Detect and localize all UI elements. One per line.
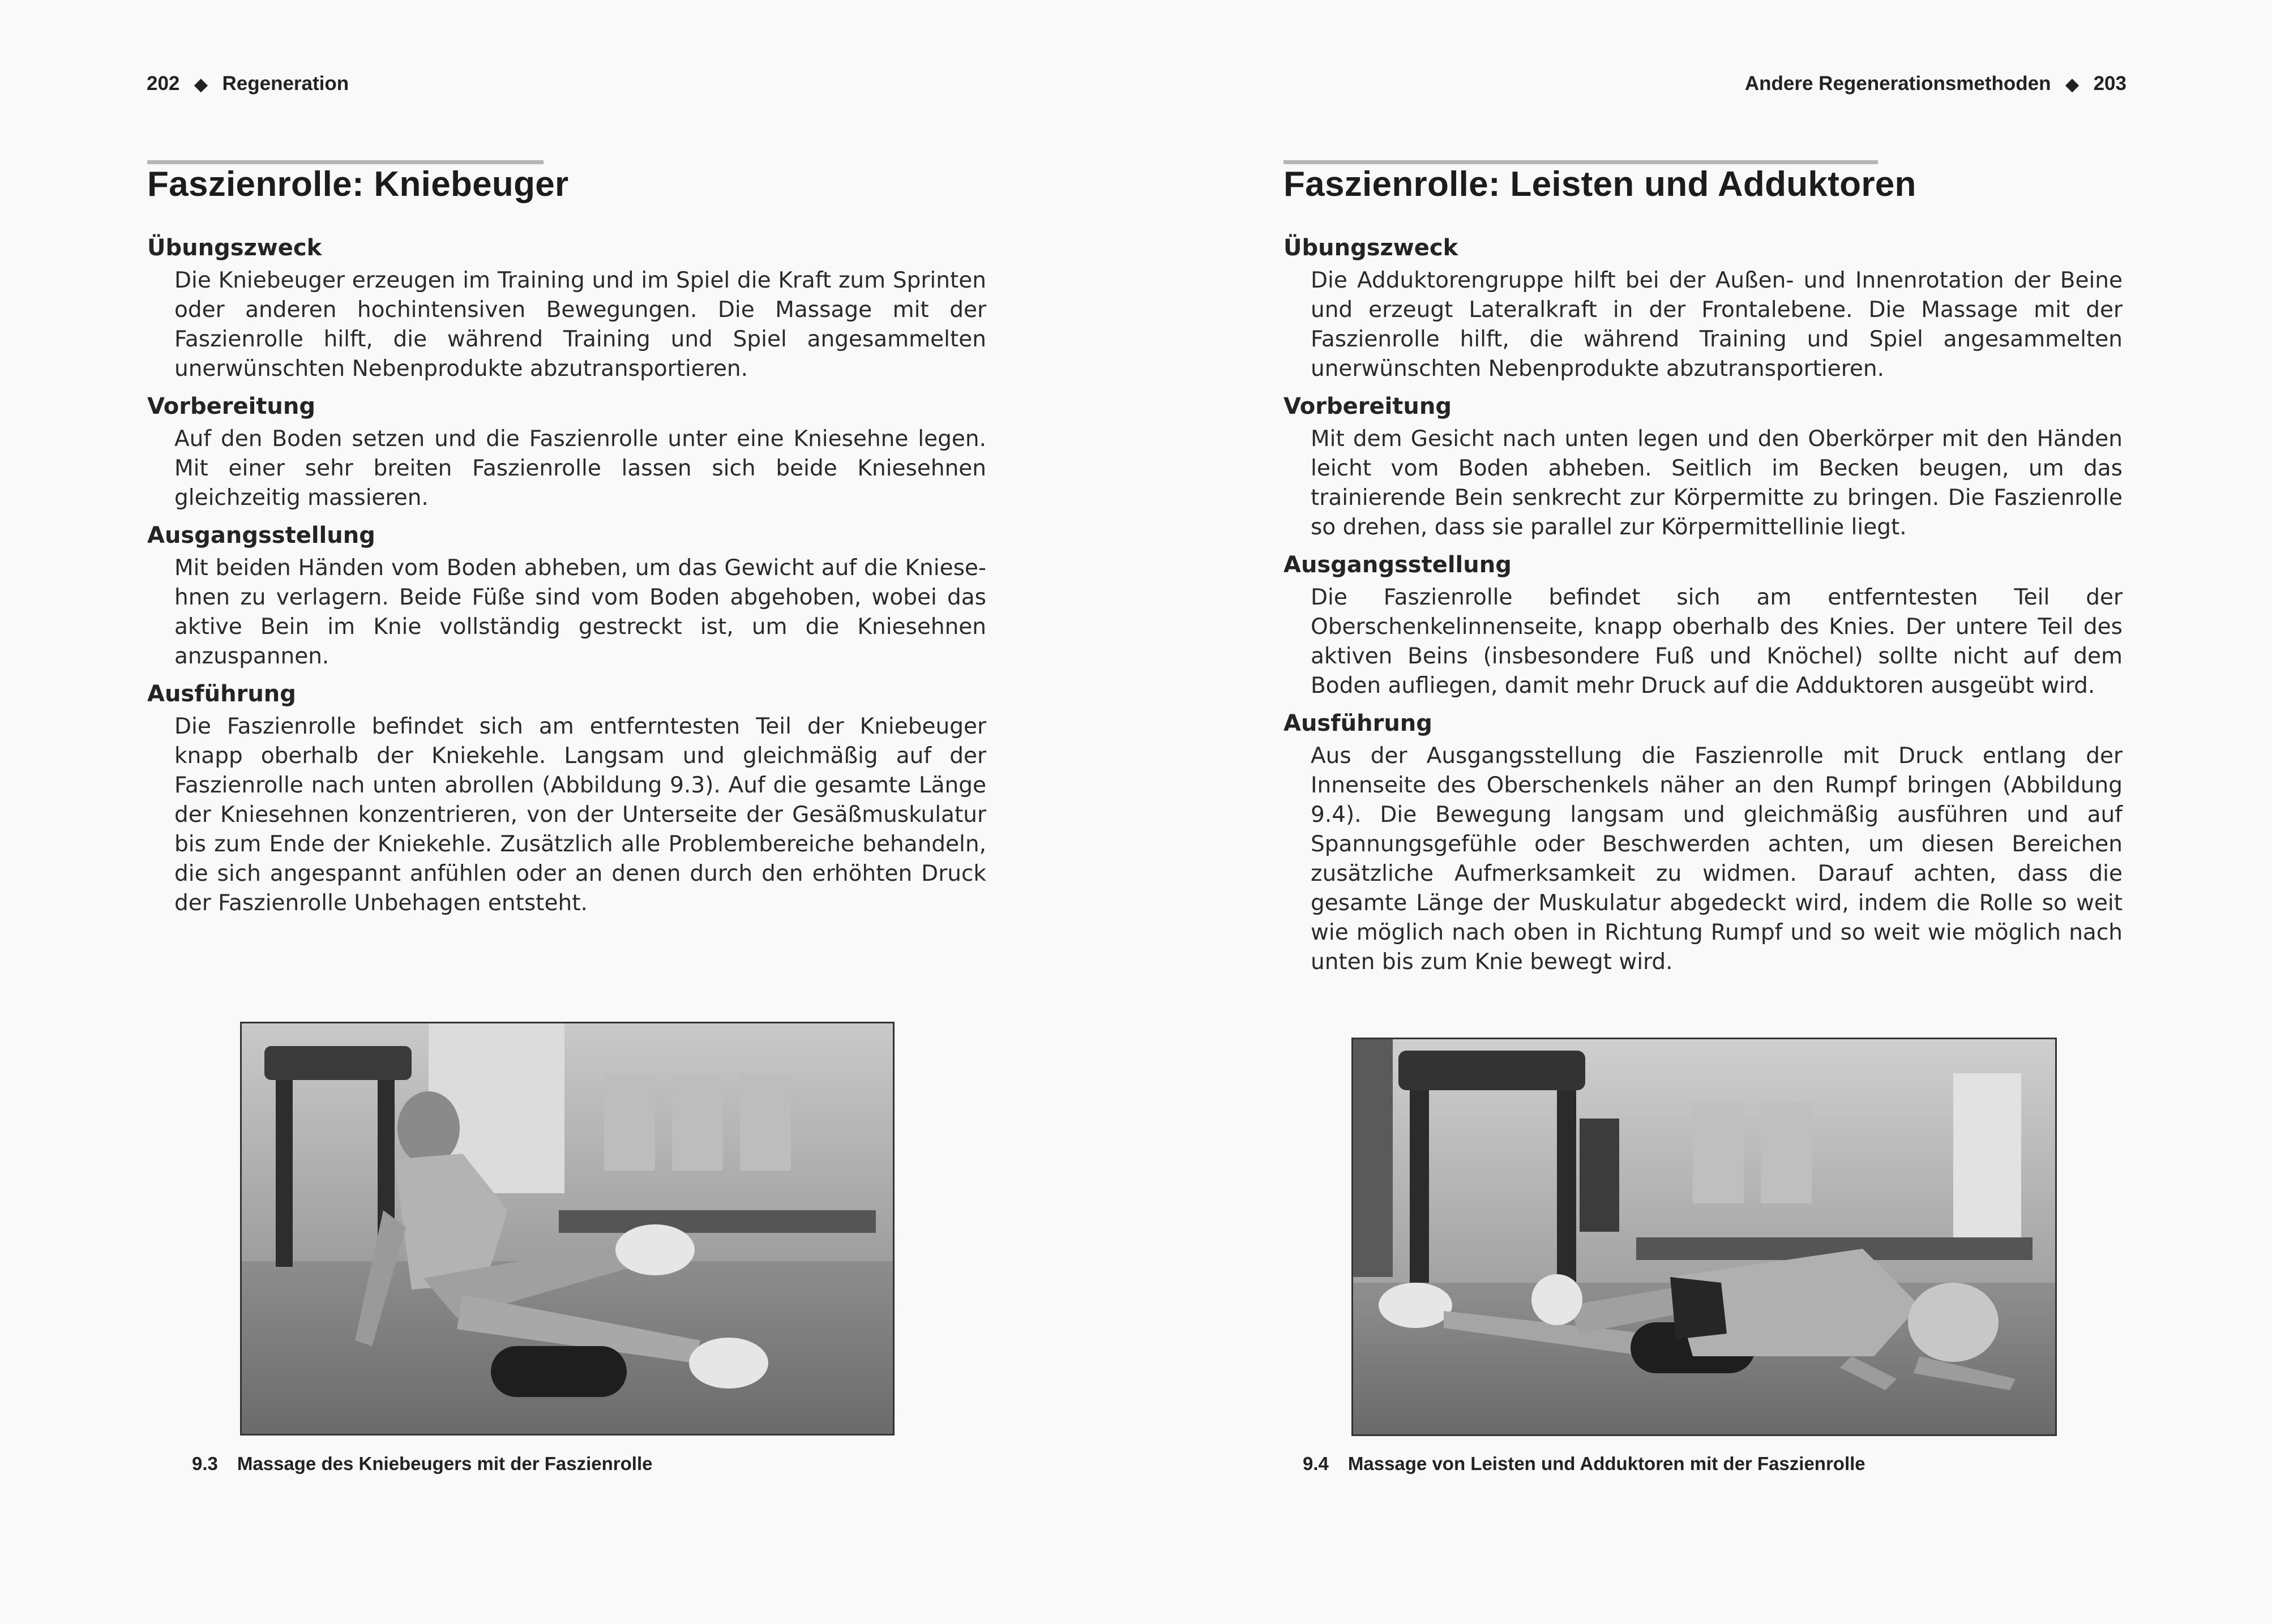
section-body: Mit beiden Händen vom Boden abheben, um das Gewicht auf die Kniesehnen zu verlagern. Beide Füße sind vom Boden abgehoben, wobei das aktive Bein im Knie vollständig gestreckt ist, um die Kniesehnen anzuspannen. — [174, 555, 986, 669]
diamond-icon: ◆ — [194, 75, 208, 94]
figure-caption — [192, 1453, 652, 1475]
section-heading: Vorbereitung — [1283, 393, 1452, 419]
article-content — [147, 232, 986, 925]
page-number: 202 — [147, 72, 180, 95]
figure-caption-text: Massage von Leisten und Adduktoren mit der Faszienrolle — [1347, 1453, 1865, 1474]
title-rule — [147, 160, 544, 164]
section-heading: Ausgangsstellung — [147, 522, 375, 549]
section-heading: Übungszweck — [147, 235, 322, 261]
section-heading: Vorbereitung — [147, 393, 316, 419]
section-heading: Ausführung — [1283, 710, 1432, 736]
article-title: Faszienrolle: Kniebeuger — [147, 165, 569, 204]
section-body: Mit dem Gesicht nach unten legen und den Oberkörper mit den Händen leicht vom Boden abheben. Seitlich im Becken beugen, um das trainierende Bein senkrecht zur Körpermitte zu bringen. Die Faszienrolle so drehen, dass sie parallel zur Körpermittellinie liegt. — [1311, 426, 2123, 540]
section-heading: Ausführung — [147, 681, 296, 707]
running-head-left — [147, 72, 349, 95]
running-head-section: Regeneration — [222, 72, 349, 95]
running-head-section: Andere Regenerationsmethoden — [1744, 72, 2051, 95]
right-page — [1136, 0, 2272, 1624]
section-body: Die Faszienrolle befindet sich am entferntesten Teil der Kniebeuger knapp oberhalb der Kniekehle. Langsam und gleichmäßig auf der Faszienrolle nach unten abrollen (Abbildung 9.3). Auf die gesamte Länge der Kniesehnen konzentrieren, von der Unterseite der Gesäßmuskulatur bis zum Ende der Kniekehle. Zusätzlich alle Problembereiche behandeln, die sich angespannt anfühlen oder an denen durch den erhöhten Druck der Faszienrolle Unbehagen entsteht. — [174, 714, 986, 916]
figure-number: 9.4 — [1303, 1453, 1329, 1474]
figure-number: 9.3 — [192, 1453, 218, 1474]
page-number: 203 — [2093, 72, 2126, 95]
section-body: Die Kniebeuger erzeugen im Training und im Spiel die Kraft zum Sprinten oder anderen hochintensiven Bewegungen. Die Massage mit der Faszienrolle hilft, die während Training und Spiel angesammelten unerwünschten Nebenprodukte abzutransportieren. — [174, 268, 986, 382]
section-body: Die Faszienrolle befindet sich am entferntesten Teil der Oberschenkelinnenseite, knapp oberhalb des Knies. Der untere Teil des aktiven Beins (insbesondere Fuß und Knöchel) sollte nicht auf dem Boden aufliegen, damit mehr Druck auf die Adduktoren ausgeübt wird. — [1311, 585, 2123, 699]
figure-caption — [1303, 1453, 1865, 1475]
figure-photo-adductors — [1351, 1038, 2057, 1436]
section-body: Auf den Boden setzen und die Faszienrolle unter eine Kniesehne legen. Mit einer sehr breiten Faszienrolle lassen sich beide Kniesehnen gleichzeitig massieren. — [174, 426, 986, 511]
diamond-icon: ◆ — [2065, 75, 2079, 94]
article-title: Faszienrolle: Leisten und Adduktoren — [1283, 165, 1916, 204]
section-heading: Ausgangsstellung — [1283, 552, 1512, 578]
article-content — [1283, 232, 2123, 984]
running-head-right — [1745, 72, 2126, 95]
section-body: Aus der Ausgangsstellung die Faszienrolle mit Druck entlang der Innenseite des Oberschenkels näher an den Rumpf bringen (Abbildung 9.4). Die Bewegung langsam und gleichmäßig ausführen und auf Spannungsgefühle oder Beschwerden achten, um diesen Bereichen zusätzliche Aufmerksamkeit zu widmen. Darauf achten, dass die gesamte Länge der Muskulatur abgedeckt wird, indem die Rolle so weit wie möglich nach oben in Richtung Rumpf und so weit wie möglich nach unten bis zum Knie bewegt wird. — [1311, 743, 2123, 975]
title-rule — [1283, 160, 1878, 164]
section-heading: Übungszweck — [1283, 235, 1458, 261]
section-body: Die Adduktorengruppe hilft bei der Außen- und Innenrotation der Beine und erzeugt Lateralkraft in der Frontalebene. Die Massage mit der Faszienrolle hilft, die während Training und Spiel angesammelten unerwünschten Nebenprodukte abzutransportieren. — [1311, 268, 2123, 382]
figure-caption-text: Massage des Kniebeugers mit der Faszienrolle — [237, 1453, 653, 1474]
figure-photo-hamstring — [240, 1022, 895, 1436]
